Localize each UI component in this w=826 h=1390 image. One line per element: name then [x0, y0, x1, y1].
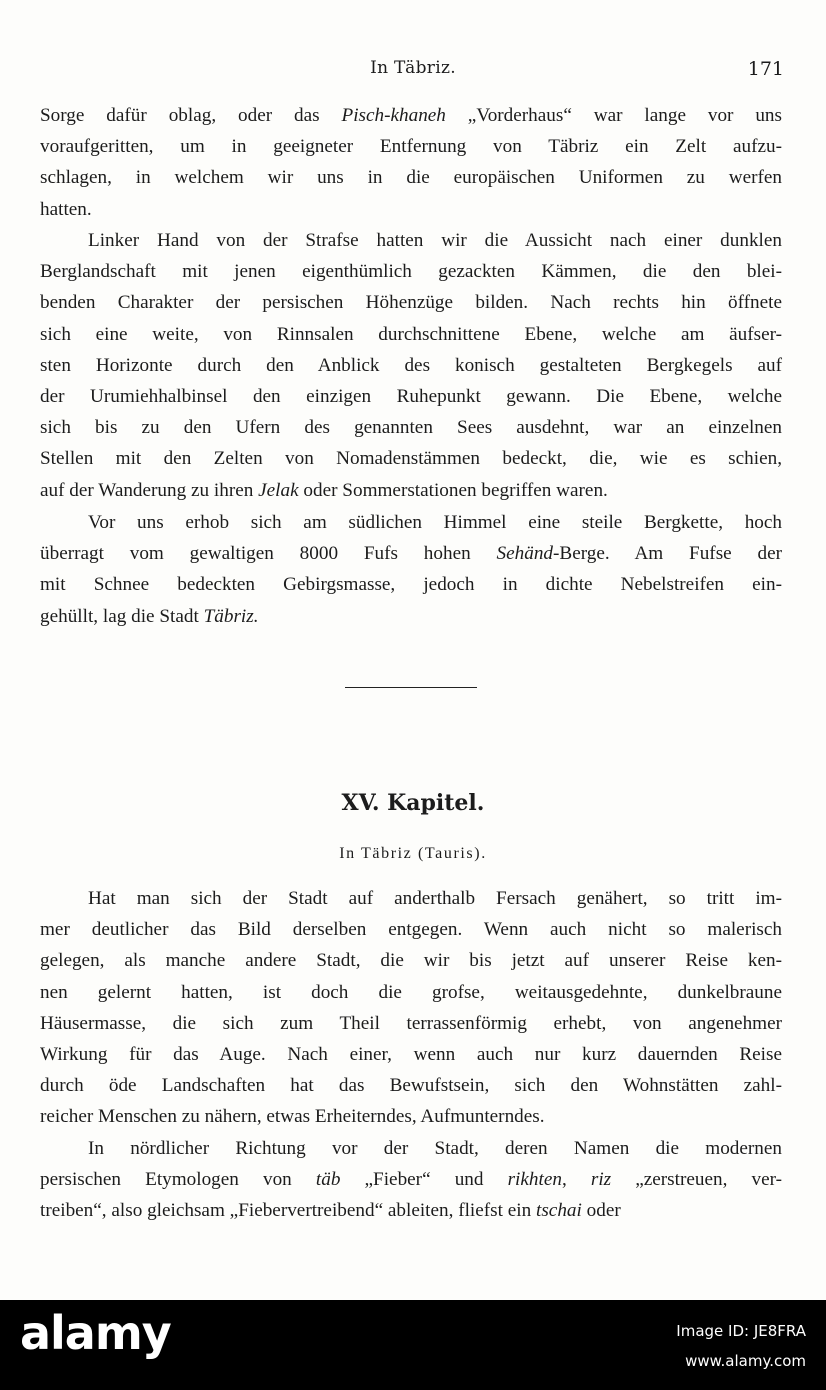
running-head-title: In Täbriz. [370, 58, 456, 78]
text-run: treiben“, also gleichsam „Fiebervertreibend“ ableiten, fliefst ein [40, 1200, 536, 1222]
text-line [40, 350, 782, 381]
page-number: 171 [747, 58, 784, 80]
text-run: -Berge. Am Fufse der [553, 543, 783, 565]
text-line [40, 945, 782, 976]
chapter-heading: XV. Kapitel. [341, 790, 485, 816]
text-line [40, 131, 782, 162]
image-id-label: Image ID: JE8FRA [676, 1322, 806, 1340]
text-run: In nördlicher Richtung vor der Stadt, deren Namen die modernen [88, 1138, 782, 1159]
italic-term: täb [315, 1169, 341, 1191]
italic-term: Jelak [258, 479, 299, 501]
text-run: gelegen, als manche andere Stadt, die wir bis jetzt auf unserer Reise ken- [40, 950, 782, 972]
text-line [40, 1195, 782, 1226]
text-run: benden Charakter der persischen Höhenzüge bilden. Nach rechts hin öffnete [40, 292, 782, 314]
text-run: „Fieber“ und [340, 1169, 508, 1191]
italic-term: tschai [536, 1200, 582, 1222]
text-run: nen gelernt hatten, ist doch die grofse, weitausgedehnte, dunkelbraune [40, 981, 782, 1003]
text-line [40, 538, 782, 569]
text-run: auf der Wanderung zu ihren [40, 479, 259, 501]
text-line [40, 100, 782, 131]
text-run: oder Sommerstationen begriffen waren. [298, 479, 608, 501]
text-line [40, 977, 782, 1008]
text-run: mit Schnee bedeckten Gebirgsmasse, jedoch in dichte Nebelstreifen ein- [40, 574, 782, 596]
paragraph-4 [40, 883, 782, 1133]
text-run: persischen Etymologen von [40, 1169, 316, 1191]
italic-term: rikhten [507, 1169, 562, 1191]
text-run: Häusermasse, die sich zum Theil terrassenförmig erhebt, von angenehmer [40, 1012, 782, 1034]
text-line [40, 412, 782, 443]
text-line [40, 162, 782, 193]
text-run: Sorge dafür oblag, oder das [40, 105, 342, 126]
text-run: mer deutlicher das Bild derselben entgegen. Wenn auch nicht so malerisch [40, 919, 782, 941]
text-line [40, 256, 782, 287]
text-line [40, 914, 782, 945]
text-line [40, 883, 782, 914]
chapter-subtitle: In Täbriz (Tauris). [339, 845, 487, 862]
watermark-bar [0, 1300, 826, 1390]
italic-term: Sehänd [496, 543, 554, 565]
text-run: sich bis zu den Ufern des genannten Sees ausdehnt, war an einzelnen [40, 417, 782, 439]
text-run: reicher Menschen zu nähern, etwas Erheiterndes, Aufmunterndes. [40, 1106, 545, 1128]
italic-term: Pisch-khaneh [341, 105, 446, 126]
text-run: schlagen, in welchem wir uns in die europäischen Uniformen zu werfen [40, 167, 782, 189]
running-head [40, 58, 786, 82]
text-line [40, 1039, 782, 1070]
italic-term: Täbriz. [203, 605, 259, 627]
text-run: „zerstreuen, ver- [611, 1169, 782, 1191]
text-line [40, 601, 782, 632]
paragraph-2 [40, 225, 782, 506]
italic-term: riz [590, 1169, 612, 1191]
text-line [40, 507, 782, 538]
text-line [40, 287, 782, 318]
text-line [40, 225, 782, 256]
text-run: gehüllt, lag die Stadt [40, 605, 204, 627]
text-run: Berglandschaft mit jenen eigenthümlich gezackten Kämmen, die den blei- [40, 261, 782, 283]
text-run: sten Horizonte durch den Anblick des konisch gestalteten Bergkegels auf [40, 354, 782, 376]
text-run: hatten. [40, 198, 92, 220]
paragraph-1 [40, 100, 782, 225]
text-line [40, 1008, 782, 1039]
text-run: durch öde Landschaften hat das Bewufstsein, sich den Wohnstätten zahl- [40, 1075, 782, 1097]
text-run: voraufgeritten, um in geeigneter Entfernung von Täbriz ein Zelt aufzu- [40, 136, 782, 158]
text-run: , [561, 1169, 591, 1191]
paragraph-5 [40, 1133, 782, 1227]
text-line [40, 1164, 782, 1195]
text-run: Vor uns erhob sich am südlichen Himmel eine steile Bergkette, hoch [88, 512, 782, 533]
text-run: Wirkung für das Auge. Nach einer, wenn auch nur kurz dauernden Reise [40, 1044, 782, 1066]
text-run: „Vorderhaus“ war lange vor uns [445, 105, 782, 126]
text-line [40, 319, 782, 350]
text-run: Hat man sich der Stadt auf anderthalb Fersach genähert, so tritt im- [88, 888, 782, 909]
text-run: Linker Hand von der Strafse hatten wir die Aussicht nach einer dunklen [88, 230, 782, 251]
text-line [40, 569, 782, 600]
text-run: oder [581, 1200, 621, 1222]
text-line [40, 381, 782, 412]
text-line [40, 1101, 782, 1132]
text-line [40, 1070, 782, 1101]
text-line [40, 443, 782, 474]
text-run: Stellen mit den Zelten von Nomadenstämmen bedeckt, die, wie es schien, [40, 448, 782, 470]
text-run: überragt vom gewaltigen 8000 Fufs hohen [40, 543, 497, 565]
section-divider [345, 687, 477, 688]
text-run: der Urumiehhalbinsel den einzigen Ruhepunkt gewann. Die Ebene, welche [40, 386, 782, 408]
watermark-logo: alamy [20, 1306, 171, 1360]
text-line [40, 1133, 782, 1164]
paragraph-3 [40, 507, 782, 632]
text-run: sich eine weite, von Rinnsalen durchschnittene Ebene, welche am äufser- [40, 323, 782, 345]
text-line [40, 475, 782, 506]
site-url-label: www.alamy.com [685, 1352, 806, 1370]
text-line [40, 194, 782, 225]
